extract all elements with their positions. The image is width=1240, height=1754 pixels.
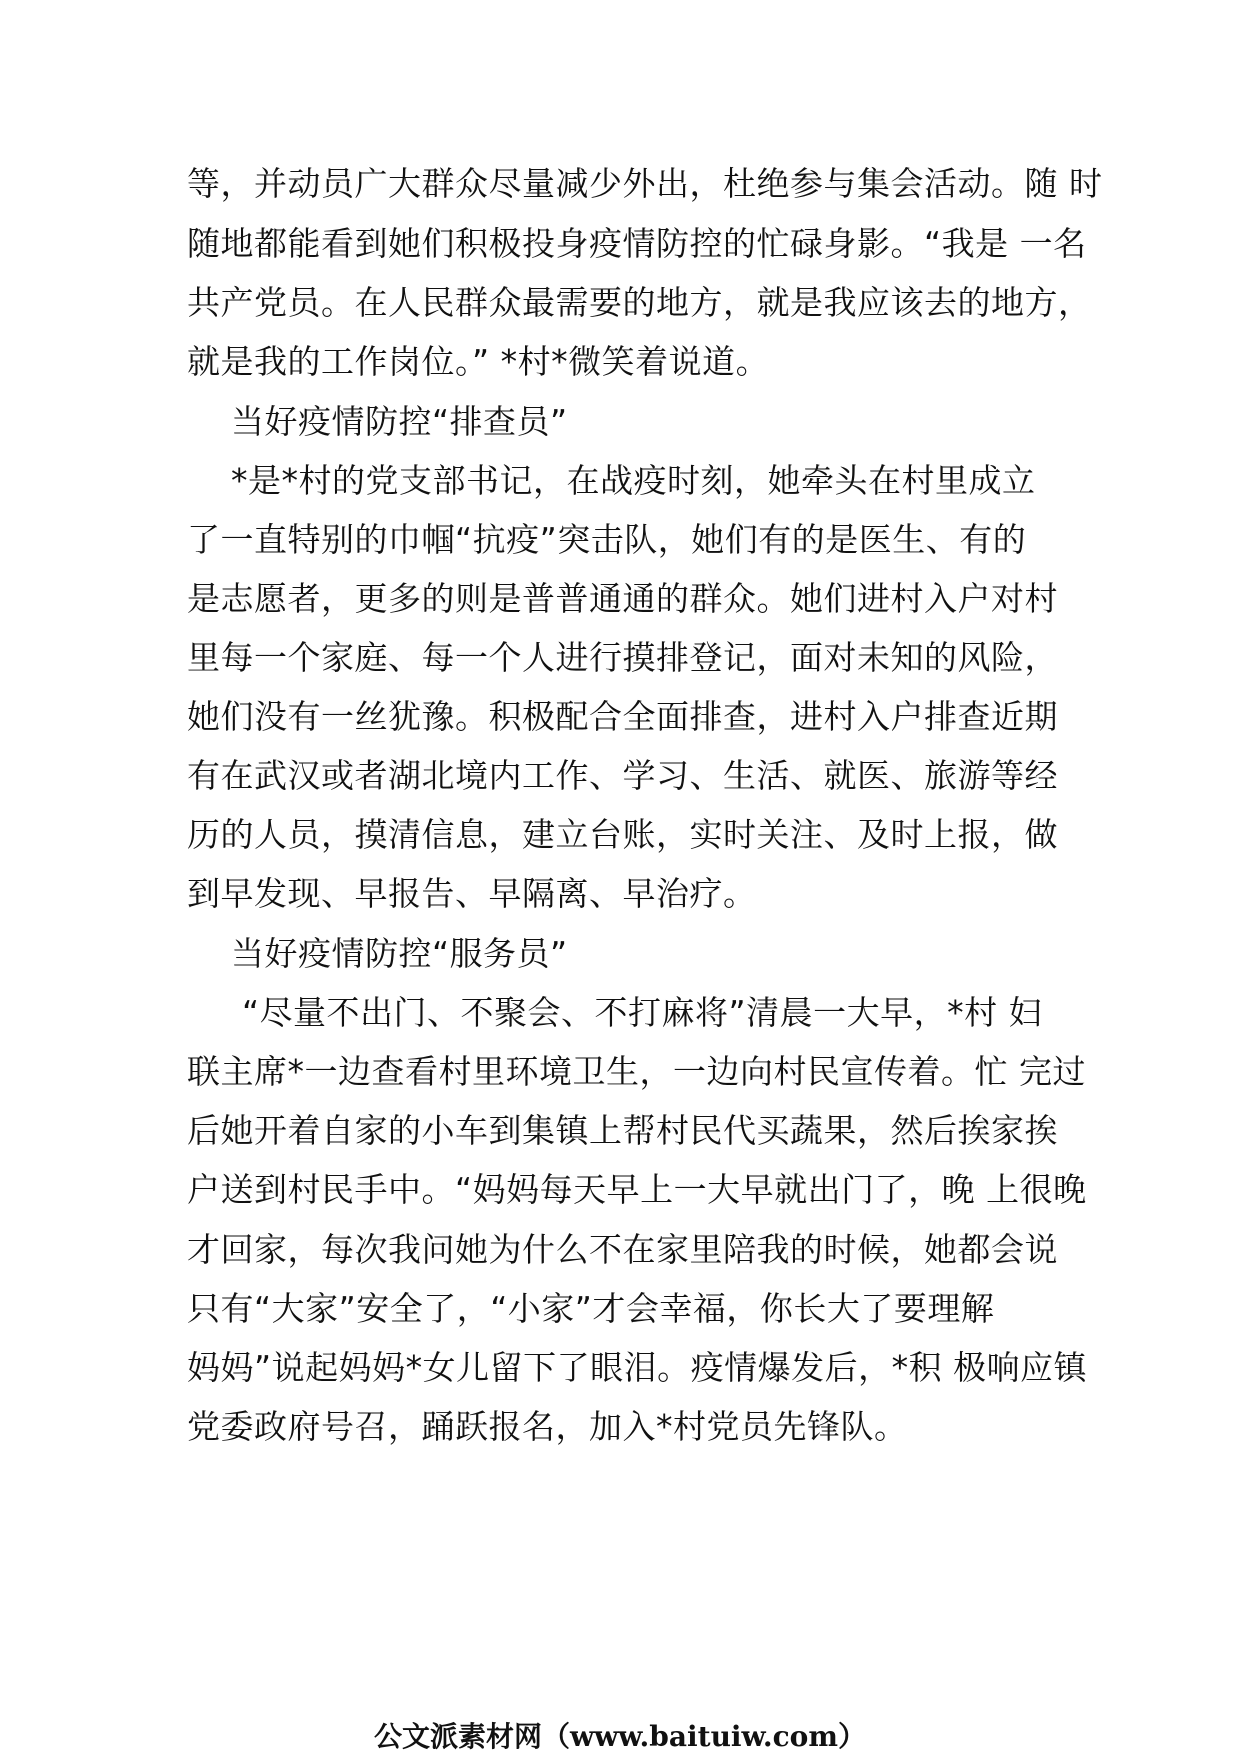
paragraph-line: 后她开着自家的小车到集镇上帮村民代买蔬果，然后挨家挨 xyxy=(187,1111,1058,1150)
paragraph-line: 联主席*一边查看村里环境卫生，一边向村民宣传着。忙 完过 xyxy=(187,1052,1086,1091)
paragraph-line: 是志愿者，更多的则是普普通通的群众。她们进村入户对村 xyxy=(187,579,1058,618)
paragraph-line: 才回家，每次我问她为什么不在家里陪我的时候，她都会说 xyxy=(187,1230,1058,1269)
paragraph-line: 共产党员。在人民群众最需要的地方，就是我应该去的地方， xyxy=(187,283,1092,322)
paragraph-line: 历的人员，摸清信息，建立台账，实时关注、及时上报，做 xyxy=(187,815,1058,854)
paragraph-line: 里每一个家庭、每一个人进行摸排登记，面对未知的风险， xyxy=(187,638,1058,677)
section-heading: 当好疫情防控“服务员” xyxy=(187,934,568,973)
paragraph-line: 党委政府号召，踊跃报名，加入*村党员先锋队。 xyxy=(187,1407,908,1446)
section-heading: 当好疫情防控“排查员” xyxy=(187,402,568,441)
paragraph-line: 就是我的工作岗位。” *村*微笑着说道。 xyxy=(187,342,770,381)
paragraph-line: 随地都能看到她们积极投身疫情防控的忙碌身影。“我是 一名 xyxy=(187,224,1087,263)
paragraph-line: 到早发现、早报告、早隔离、早治疗。 xyxy=(187,874,757,913)
paragraph-line: 她们没有一丝犹豫。积极配合全面排查，进村入户排查近期 xyxy=(187,697,1058,736)
paragraph-line: 只有“大家”安全了，“小家”才会幸福，你长大了要理解 xyxy=(187,1289,995,1328)
paragraph-line: 户送到村民手中。“妈妈每天早上一大早就出门了，晚 上很晚 xyxy=(187,1170,1087,1209)
paragraph-line: 了一直特别的巾帼“抗疫”突击队，她们有的是医生、有的 xyxy=(187,520,1027,559)
paragraph-line: 妈妈”说起妈妈*女儿留下了眼泪。疫情爆发后，*积 极响应镇 xyxy=(187,1348,1088,1387)
paragraph-line: 等，并动员广大群众尽量减少外出，杜绝参与集会活动。随 时 xyxy=(187,164,1103,203)
site-watermark-footer: 公文派素材网（www.baituiw.com） xyxy=(374,1720,866,1753)
paragraph-line: 有在武汉或者湖北境内工作、学习、生活、就医、旅游等经 xyxy=(187,756,1058,795)
paragraph-line: *是*村的党支部书记，在战疫时刻，她牵头在村里成立 xyxy=(187,461,1036,500)
paragraph-line: “尽量不出门、不聚会、不打麻将”清晨一大早，*村 妇 xyxy=(187,993,1043,1032)
